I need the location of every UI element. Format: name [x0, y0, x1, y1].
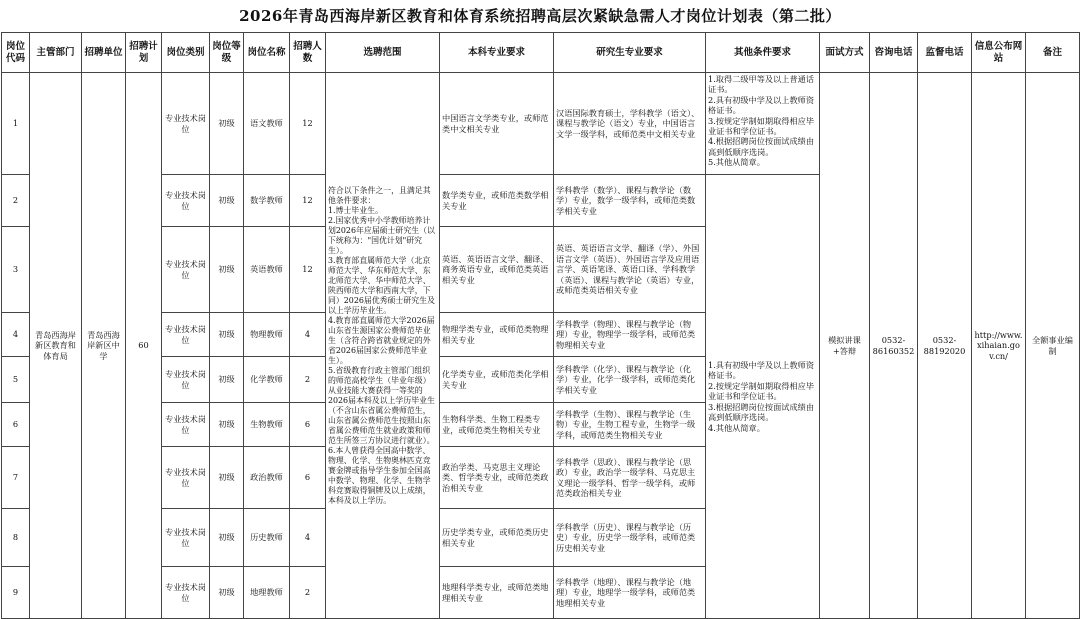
cell-level: 初级 [210, 447, 244, 509]
cell-count: 2 [290, 567, 326, 619]
cell-other-b: 1.具有初级中学及以上教师资格证书。 2.按规定学制如期取得相应毕业证书和学位证书。 3.根据招聘岗位按面试成绩由高到低顺序选岗。 4.其他从简章。 [706, 175, 820, 619]
cell-category: 专业技术岗位 [162, 567, 210, 619]
cell-grad: 学科教学（地理）、课程与教学论（地理）专业，地理学一级学科，或师范类地理相关专业 [554, 567, 706, 619]
cell-name: 地理教师 [244, 567, 290, 619]
header-unit: 招聘单位 [82, 33, 126, 73]
header-undergrad: 本科专业要求 [440, 33, 554, 73]
cell-undergrad: 化学类专业，或师范类化学相关专业 [440, 357, 554, 403]
cell-grad: 汉语国际教育硕士，学科教学（语文）、课程与教学论（语文）专业，中国语言文学一级学科，或师范类中文相关专业 [554, 73, 706, 175]
cell-code: 6 [2, 403, 30, 447]
header-scope: 选聘范围 [326, 33, 440, 73]
cell-undergrad: 政治学类、马克思主义理论类、哲学类专业，或师范类政治相关专业 [440, 447, 554, 509]
cell-category: 专业技术岗位 [162, 227, 210, 313]
cell-count: 12 [290, 227, 326, 313]
cell-count: 2 [290, 357, 326, 403]
cell-other-a: 1.取得二级甲等及以上普通话证书。 2.具有初级中学及以上教师资格证书。 3.按规定学制如期取得相应毕业证书和学位证书。 4.根据招聘岗位按面试成绩由高到低顺序选岗。 5.其他从简章。 [706, 73, 820, 175]
cell-code: 4 [2, 313, 30, 357]
cell-dept: 青岛西海岸新区教育和体育局 [30, 73, 82, 619]
cell-undergrad: 中国语言文学类专业，或师范类中文相关专业 [440, 73, 554, 175]
cell-remark: 全额事业编制 [1026, 73, 1080, 619]
cell-level: 初级 [210, 313, 244, 357]
table-row [2, 73, 1080, 175]
cell-name: 数学教师 [244, 175, 290, 227]
table-body [2, 73, 1080, 619]
cell-name: 生物教师 [244, 403, 290, 447]
page-title: 2026年青岛西海岸新区教育和体育系统招聘高层次紧缺急需人才岗位计划表（第二批） [239, 7, 841, 25]
cell-level: 初级 [210, 73, 244, 175]
cell-level: 初级 [210, 567, 244, 619]
cell-name: 语文教师 [244, 73, 290, 175]
cell-level: 初级 [210, 357, 244, 403]
header-interview: 面试方式 [820, 33, 870, 73]
header-plan: 招聘计划 [126, 33, 162, 73]
cell-name: 物理教师 [244, 313, 290, 357]
cell-grad: 学科教学（生物）、课程与教学论（生物）专业，生物工程专业，生物学一级学科，或师范类生物相关专业 [554, 403, 706, 447]
cell-phone: 0532-86160352 [870, 73, 918, 619]
cell-grad: 学科教学（思政）、课程与教学论（思政）专业，政治学一级学科、马克思主义理论一级学科、哲学一级学科，或师范类政治相关专业 [554, 447, 706, 509]
cell-undergrad: 生物科学类、生物工程类专业，或师范类生物相关专业 [440, 403, 554, 447]
cell-code: 8 [2, 509, 30, 567]
cell-count: 6 [290, 447, 326, 509]
cell-undergrad: 数学类专业，或师范类数学相关专业 [440, 175, 554, 227]
header-count: 招聘人数 [290, 33, 326, 73]
cell-undergrad: 地理科学类专业，或师范类地理相关专业 [440, 567, 554, 619]
header-other: 其他条件要求 [706, 33, 820, 73]
cell-code: 1 [2, 73, 30, 175]
cell-grad: 学科教学（数学）、课程与教学论（数学）专业，数学一级学科，或师范类数学相关专业 [554, 175, 706, 227]
cell-grad: 英语、英语语言文学、翻译（学）、外国语言文学（英语）、外国语言学及应用语言学、英语笔译、英语口译、学科教学（英语）、课程与教学论（英语）专业，或师范类英语相关专业 [554, 227, 706, 313]
header-category: 岗位类别 [162, 33, 210, 73]
cell-count: 4 [290, 313, 326, 357]
header-dept: 主管部门 [30, 33, 82, 73]
cell-category: 专业技术岗位 [162, 403, 210, 447]
cell-grad: 学科教学（历史）、课程与教学论（历史）专业，历史学一级学科，或师范类历史相关专业 [554, 509, 706, 567]
header-level: 岗位等级 [210, 33, 244, 73]
header-grad: 研究生专业要求 [554, 33, 706, 73]
cell-category: 专业技术岗位 [162, 313, 210, 357]
cell-undergrad: 历史学类专业，或师范类历史相关专业 [440, 509, 554, 567]
cell-unit: 青岛西海岸新区中学 [82, 73, 126, 619]
header-row [2, 33, 1080, 73]
cell-name: 政治教师 [244, 447, 290, 509]
cell-count: 12 [290, 175, 326, 227]
cell-code: 3 [2, 227, 30, 313]
cell-level: 初级 [210, 227, 244, 313]
header-name: 岗位名称 [244, 33, 290, 73]
header-phone: 咨询电话 [870, 33, 918, 73]
header-remark: 备注 [1026, 33, 1080, 73]
cell-count: 6 [290, 403, 326, 447]
cell-plan: 60 [126, 73, 162, 619]
cell-website: http://www.xihaian.gov.cn/ [972, 73, 1026, 619]
cell-name: 英语教师 [244, 227, 290, 313]
cell-category: 专业技术岗位 [162, 357, 210, 403]
cell-level: 初级 [210, 175, 244, 227]
cell-code: 7 [2, 447, 30, 509]
cell-supervise: 0532-88192020 [918, 73, 972, 619]
cell-level: 初级 [210, 403, 244, 447]
cell-code: 2 [2, 175, 30, 227]
cell-category: 专业技术岗位 [162, 175, 210, 227]
header-website: 信息公布网站 [972, 33, 1026, 73]
cell-name: 化学教师 [244, 357, 290, 403]
header-supervise: 监督电话 [918, 33, 972, 73]
cell-count: 12 [290, 73, 326, 175]
cell-code: 5 [2, 357, 30, 403]
cell-category: 专业技术岗位 [162, 447, 210, 509]
cell-grad: 学科教学（化学）、课程与教学论（化学）专业，化学一级学科，或师范类化学相关专业 [554, 357, 706, 403]
cell-category: 专业技术岗位 [162, 73, 210, 175]
cell-undergrad: 英语、英语语言文学、翻译、商务英语专业，或师范类英语相关专业 [440, 227, 554, 313]
job-plan-table [1, 32, 1080, 619]
cell-level: 初级 [210, 509, 244, 567]
cell-count: 4 [290, 509, 326, 567]
cell-grad: 学科教学（物理）、课程与教学论（物理）专业，物理学一级学科，或师范类物理相关专业 [554, 313, 706, 357]
cell-scope: 符合以下条件之一，且满足其他条件要求： 1.博士毕业生。 2.国家优秀中小学教师培养计划2026年应届硕士研究生（以下统称为："国优计划"研究生）。 3.教育部直属师范大学（北京师范大学、华东师范大学、东北师范大学、华中师范大学、陕西师范大学和西南大学，下同）2026届优秀硕士研究生及以上学历毕业生。 4.教育部直属师范大学2026届山东省生源国家公费师范毕业生（含符合跨省就业规定的外省2026届国家公费师范毕业生）。 5.省级教育行政主管部门组织的师范高校学生（毕业年级）从业技能大赛获得一等奖的2026届本科及以上学历毕业生（不含山东省属公费师范生，山东省属公费师范生按照山东省属公费师范生就业政策和师范生所签三方协议进行就业）。 6.本人曾获得全国高中数学、物理、化学、生物奥林匹克竞赛金牌或指导学生参加全国高中数学、物理、化学、生物学科竞赛取得铜牌及以上成绩，本科及以上学历。 [326, 73, 440, 619]
cell-interview: 模拟讲课+答辩 [820, 73, 870, 619]
cell-undergrad: 物理学类专业，或师范类物理相关专业 [440, 313, 554, 357]
header-code: 岗位代码 [2, 33, 30, 73]
cell-name: 历史教师 [244, 509, 290, 567]
cell-category: 专业技术岗位 [162, 509, 210, 567]
cell-code: 9 [2, 567, 30, 619]
